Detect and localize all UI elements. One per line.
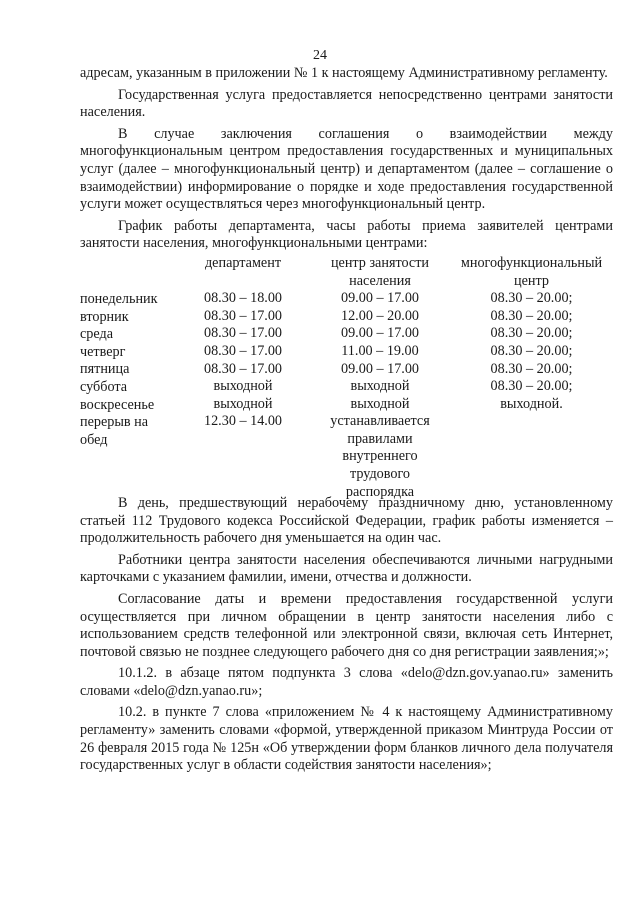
schedule-day-label: суббота [80, 378, 128, 395]
schedule-cell: распорядка [345, 483, 415, 500]
schedule-cell: 08.30 – 17.00 [203, 325, 283, 342]
schedule-cell: выходной [213, 378, 273, 395]
schedule-cell: выходной [213, 395, 273, 412]
schedule-cell: 09.00 – 17.00 [340, 325, 420, 342]
paragraph: Работники центра занятости населения обеспечиваются личными нагрудными карточками с указанием фамилии, имени, отчества и должности. [80, 551, 613, 586]
schedule-cell: правилами [347, 430, 413, 447]
schedule-cell: выходной. [500, 395, 563, 412]
schedule-cell: 09.00 – 17.00 [340, 360, 420, 377]
schedule-cell: 08.30 – 17.00 [203, 307, 283, 324]
paragraph: 10.2. в пункте 7 слова «приложением № 4 к настоящему Административному регламенту» заменить словами «формой, утвержденной приказом Минтруда России от 26 февраля 2015 года № 125н «Об утверждении форм бланков личного дела получателя государственных услуг в области содействия занятости населения»; [80, 704, 613, 774]
schedule-day-label: понедельник [80, 290, 158, 307]
schedule-day-label: обед [80, 431, 108, 448]
schedule-cell: внутреннего [342, 448, 418, 465]
schedule-cell: выходной [350, 378, 410, 395]
schedule-column-header: центр [514, 272, 549, 289]
schedule-day-label: среда [80, 326, 114, 343]
schedule-cell: 11.00 – 19.00 [341, 342, 419, 359]
paragraph: В день, предшествующий нерабочему праздничному дню, установленному статьей 112 Трудового кодекса Российской Федерации, график работы изменяется – продолжительность рабочего дня уменьшается на один час. [80, 494, 613, 547]
schedule-day-label: перерыв на [80, 414, 149, 431]
schedule-cell: выходной [350, 395, 410, 412]
schedule-cell: 08.30 – 20.00; [490, 325, 573, 342]
schedule-cell [188, 273, 298, 291]
paragraph: График работы департамента, часы работы приема заявителей центрами занятости населения, многофункциональными центрами: [80, 217, 613, 252]
paragraph: В случае заключения соглашения о взаимодействии между многофункциональным центром предоставления государственных и муниципальных услуг (далее – многофункциональный центр) и департаментом (далее – соглашение о взаимодействии) информирование о порядке и ходе предоставления государственной услуги может осуществляться через многофункциональный центр. [80, 125, 613, 213]
page-number: 24 [313, 48, 327, 63]
schedule-cell: трудового [349, 466, 411, 483]
schedule-cell: 08.30 – 17.00 [203, 342, 283, 359]
schedule-day-label: воскресенье [80, 396, 155, 413]
schedule-cell: 08.30 – 20.00; [490, 307, 573, 324]
schedule-cell: 08.30 – 20.00; [490, 290, 573, 307]
paragraph: 10.1.2. в абзаце пятом подпункта 3 слова «delo@dzn.gov.yanao.ru» заменить словами «delo@dzn.yanao.ru»; [80, 665, 613, 699]
schedule-cell: 12.30 – 14.00 [203, 413, 283, 430]
schedule-cell: 12.00 – 20.00 [340, 307, 420, 324]
schedule-cell: 08.30 – 18.00 [203, 290, 283, 307]
paragraphs-before [80, 65, 613, 253]
schedule-cell: устанавливается [330, 413, 430, 430]
schedule-cell: 08.30 – 20.00; [490, 360, 573, 377]
work-schedule [80, 254, 613, 500]
paragraph: Согласование даты и времени предоставления государственной услуги осуществляется при личном обращении в центр занятости населения либо с использованием средств телефонной или электронной связи, включая сеть Интернет, почтовой связью не позднее следующего рабочего дня со дня регистрации заявления;»; [80, 590, 613, 660]
paragraphs-after [80, 495, 613, 775]
schedule-day-label: пятница [80, 361, 130, 378]
schedule-column-header: департамент [204, 254, 282, 271]
schedule-cell: 08.30 – 20.00; [490, 342, 573, 359]
paragraph: Государственная услуга предоставляется непосредственно центрами занятости населения. [80, 86, 613, 121]
schedule-mfc-column [450, 255, 613, 413]
schedule-column-header: многофункциональный [460, 254, 603, 271]
schedule-column-header: центр занятости [330, 254, 430, 271]
schedule-cell: 08.30 – 20.00; [490, 378, 573, 395]
schedule-department-column [188, 255, 298, 431]
document-body [80, 65, 613, 775]
paragraph: адресам, указанным в приложении № 1 к настоящему Административному регламенту. [80, 65, 608, 81]
schedule-employment-center-column [310, 255, 450, 501]
schedule-days-column [80, 291, 200, 449]
schedule-cell: 09.00 – 17.00 [340, 290, 420, 307]
schedule-column-header: населения [349, 272, 411, 289]
schedule-day-label: четверг [80, 343, 126, 360]
schedule-cell: 08.30 – 17.00 [203, 360, 283, 377]
schedule-day-label: вторник [80, 308, 129, 325]
